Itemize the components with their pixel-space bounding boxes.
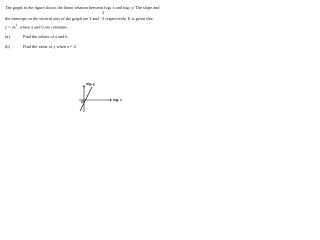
question-line-2: the intercept on the vertical axis of the graph are 3 and −2 respectively. It is given that [5,16,153,21]
log-base-subscript-2: 2 [128,6,131,10]
equation-text: y = ax [5,24,16,30]
part-a-label: (a) [5,34,10,39]
line1-text: The graph in the figure shows the linear relation between log [5,5,110,10]
var-y: y [131,5,134,10]
part-b-label: (b) [5,44,11,49]
origin-label: O [81,100,84,104]
question-line-3 [5,23,68,29]
slope-fraction-denominator: 4 [102,11,104,15]
graph-line [80,87,92,111]
equation-tail: , where a and b are constants. [17,24,69,30]
graph-svg [78,84,114,114]
x-axis-label: log₂ x [113,98,122,102]
var-x: x [112,5,115,10]
equation-exponent: b [15,23,18,27]
slope-and-text: . The slope and [133,5,160,10]
log-base-subscript: 2 [109,6,112,10]
horizontal-axis-arrow [110,99,112,101]
question-line-1 [5,5,159,11]
y-axis-label: log₂ y [86,82,95,86]
and-log: and log [115,5,129,10]
vertical-axis-arrow [83,85,85,87]
part-a-text: Find the values of a and b. [23,34,69,39]
part-b-text: Find the value of y when x = 2. [23,44,77,49]
